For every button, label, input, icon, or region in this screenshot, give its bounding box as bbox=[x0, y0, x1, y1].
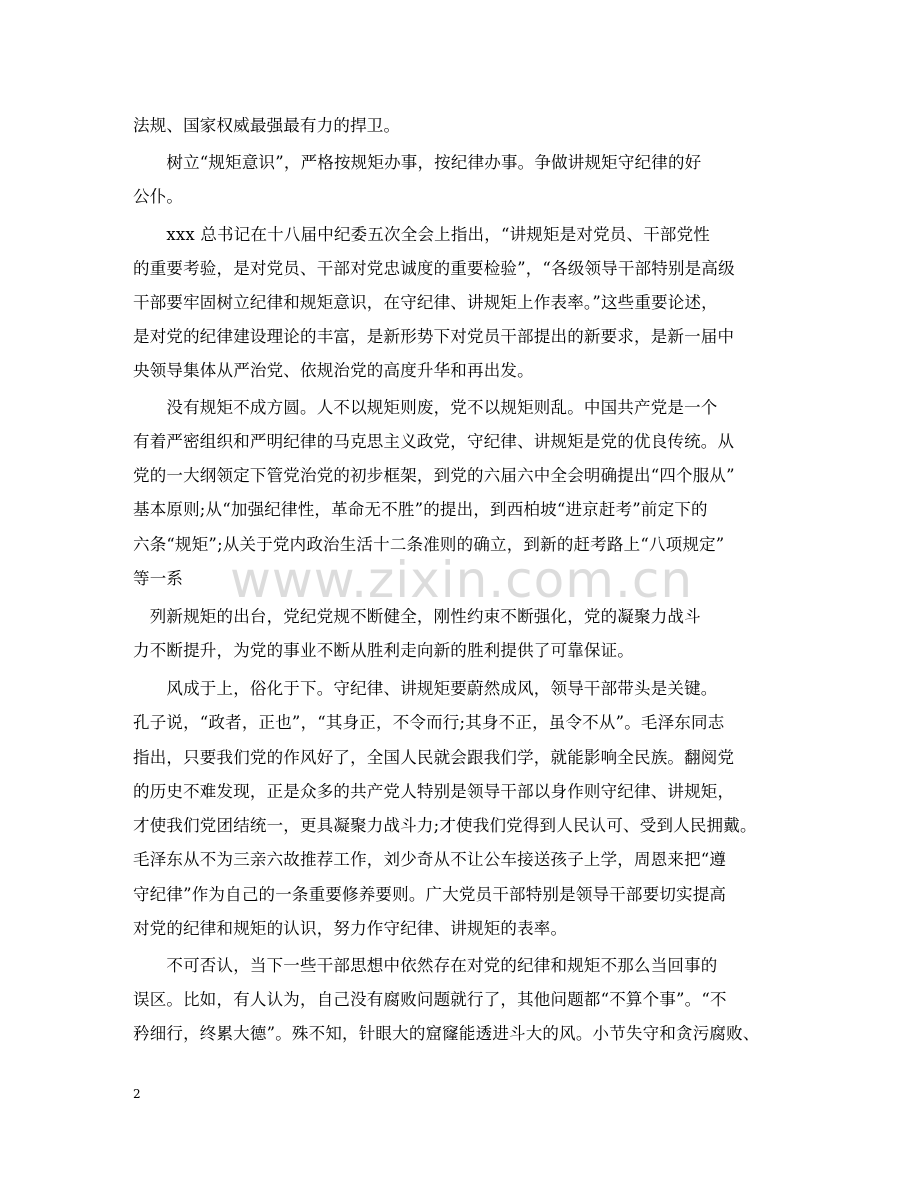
text-line: 没有规矩不成方圆。人不以规矩则废，党不以规矩则乱。中国共产党是一个 bbox=[133, 398, 718, 417]
text-line: 干部要牢固树立纪律和规矩意识，在守纪律、讲规矩上作表率。”这些重要论述， bbox=[133, 293, 718, 312]
text-line: 党的一大纲领定下管党治党的初步框架，到党的六届六中全会明确提出“四个服从” bbox=[133, 466, 735, 485]
page-number: 2 bbox=[133, 1087, 141, 1101]
text-line: 风成于上，俗化于下。守纪律、讲规矩要蔚然成风，领导干部带头是关键。 bbox=[133, 679, 718, 698]
text-line: 法规、国家权威最强最有力的捍卫。 bbox=[133, 116, 401, 135]
text-line: 的历史不难发现，正是众多的共产党人特别是领导干部以身作则守纪律、讲规矩， bbox=[133, 782, 735, 801]
text-line: 力不断提升，为党的事业不断从胜利走向新的胜利提供了可靠保证。 bbox=[133, 641, 634, 660]
text-line: 央领导集体从严治党、依规治党的高度升华和再出发。 bbox=[133, 361, 534, 380]
text-line: 不可否认，当下一些干部思想中依然存在对党的纪律和规矩不那么当回事的 bbox=[133, 956, 718, 975]
text-line: 误区。比如，有人认为，自己没有腐败问题就行了，其他问题都“不算个事”。“不 bbox=[133, 990, 727, 1009]
text-line: 列新规矩的出台，党纪党规不断健全，刚性约束不断强化，党的凝聚力战斗 bbox=[133, 607, 701, 626]
watermark: www.zixin.com.cn bbox=[230, 551, 694, 609]
text-line: 有着严密组织和严明纪律的马克思主义政党，守纪律、讲规矩是党的优良传统。从 bbox=[133, 432, 735, 451]
text-line: 公仆。 bbox=[133, 187, 184, 206]
text-line: 对党的纪律和规矩的认识，努力作守纪律、讲规矩的表率。 bbox=[133, 919, 568, 938]
text-line: 孔子说，“政者，正也”，“其身正，不令而行;其身不正，虽令不从”。毛泽东同志 bbox=[133, 713, 725, 732]
text-line: 等一系 bbox=[133, 569, 184, 588]
text-line: 才使我们党团结统一，更具凝聚力战斗力;才使我们党得到人民认可、受到人民拥戴。 bbox=[133, 816, 757, 835]
text-line: 毛泽东从不为三亲六故推荐工作，刘少奇从不让公车接送孩子上学，周恩来把“遵 bbox=[133, 850, 727, 869]
text-line: xxx 总书记在十八届中纪委五次全会上指出，“讲规矩是对党员、干部党性 bbox=[133, 225, 710, 244]
text-line: 守纪律”作为自己的一条重要修养要则。广大党员干部特别是领导干部要切实提高 bbox=[133, 885, 727, 904]
text-line: 指出，只要我们党的作风好了，全国人民就会跟我们学，就能影响全民族。翻阅党 bbox=[133, 748, 735, 767]
text-line: 的重要考验，是对党员、干部对党忠诚度的重要检验”，“各级领导干部特别是高级 bbox=[133, 259, 735, 278]
text-line: 矜细行，终累大德”。殊不知，针眼大的窟窿能透进斗大的风。小节失守和贪污腐败、 bbox=[133, 1024, 760, 1043]
text-line: 基本原则;从“加强纪律性，革命无不胜”的提出，到西柏坡“进京赶考”前定下的 bbox=[133, 500, 708, 519]
text-line: 树立“规矩意识”，严格按规矩办事，按纪律办事。争做讲规矩守纪律的好 bbox=[133, 153, 702, 172]
text-line: 六条“规矩”;从关于党内政治生活十二条准则的确立，到新的赶考路上“八项规定” bbox=[133, 535, 725, 554]
text-line: 是对党的纪律建设理论的丰富，是新形势下对党员干部提出的新要求，是新一届中 bbox=[133, 327, 735, 346]
